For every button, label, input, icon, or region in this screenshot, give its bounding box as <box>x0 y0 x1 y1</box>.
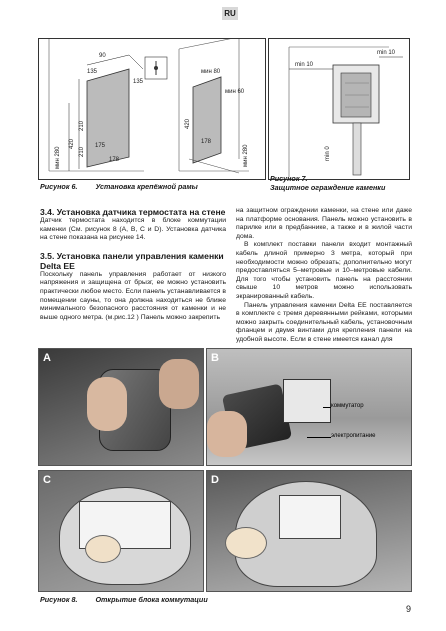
sensor <box>225 527 267 559</box>
figure-7-caption <box>270 174 410 192</box>
photo-label: B <box>211 352 219 364</box>
paragraph: на защитном ограждении каменки, на стене или даже на платформе основания. Панель можно установить в парилке или в предбаннике, а также и в жилой части дома. <box>236 207 412 240</box>
photo-a <box>38 348 204 466</box>
paragraph: Панель управления каменки Delta EE поставляется в комплекте с тремя деревянными рейками, которыми можно закрыть соединительный кабель, установочным фланцем и двумя винтами для крепления панели на удобной высоте. Если в стене имеется канал для <box>236 301 412 343</box>
dim-label: 178 <box>201 139 212 145</box>
caption-number: Рисунок 6. <box>40 182 78 191</box>
dim-label: мин 80 <box>201 69 221 75</box>
frame-diagram <box>39 39 265 179</box>
pointer-line <box>323 407 331 408</box>
section-3-4-body: Датчик термостата находится в блоке коммутации каменки (См. рисунок 8 (A, B, C и D). Установка датчика на стене показана на рисунке 14. <box>40 217 226 242</box>
photo-d <box>206 470 412 592</box>
photo-b <box>206 348 412 466</box>
caption-number: Рисунок 8. <box>40 595 78 604</box>
section-3-4-title: 3.4. Установка датчика термостата на стене <box>40 207 226 217</box>
figure-6-caption <box>40 182 198 191</box>
sensor <box>85 535 121 563</box>
pointer-line <box>307 437 331 438</box>
dim-label: 175 <box>95 143 106 149</box>
stove-guard-diagram <box>269 39 409 179</box>
hand <box>207 411 247 457</box>
figure-8-caption <box>40 595 208 604</box>
dim-label: 135 <box>133 79 144 85</box>
terminal-block <box>279 495 341 539</box>
dim-label: 210 <box>79 120 85 131</box>
terminal-block <box>283 379 331 423</box>
dim-label: 210 <box>79 146 85 157</box>
dim-label: min 10 <box>295 62 314 68</box>
section-3-5-title: 3.5. Установка панели управления каменки Delta EE <box>40 250 224 271</box>
hand <box>87 377 127 431</box>
dim-label: 135 <box>87 69 98 75</box>
paragraph: В комплект поставки панели входит монтажный кабель длиной примерно 3 метра, который при необходимости можно обрезать; дополнительно могут предоставляться 5–метровые и 10–метровые кабели. Для того чтобы установить панель на расстоянии свыше 10 метров можно использовать экранированный кабель. <box>236 241 412 300</box>
dim-label: 420 <box>185 118 191 129</box>
caption-text: Установка крепёжной рамы <box>95 182 198 191</box>
annotation-power: электропитание <box>331 433 376 439</box>
caption-text: Защитное ограждение каменки <box>270 183 386 192</box>
photo-label: A <box>43 352 51 364</box>
annotation-switch: коммутатор <box>331 403 364 409</box>
dim-label: 90 <box>99 53 106 59</box>
dim-label: min 0 <box>325 146 331 161</box>
caption-text: Открытие блока коммутации <box>95 595 208 604</box>
dim-label: 420 <box>69 138 75 149</box>
language-badge: RU <box>222 7 238 20</box>
photo-c <box>38 470 204 592</box>
dim-label: мин 280 <box>55 146 61 169</box>
dim-label: 178 <box>109 157 120 163</box>
page-number: 9 <box>406 604 412 614</box>
caption-number: Рисунок 7. <box>270 174 308 183</box>
section-3-5-body: Поскольку панель управления работает от низкого напряжения и защищена от брызг, ее можно установить практически любое место. Если панель устанавливается в помещении сауны, то она должна находиться не ближе минимального безопасного расстояния от каменки и не выше одного метра. (м.рис.12 ) Панель можно закрепить <box>40 270 226 321</box>
photo-label: C <box>43 474 51 486</box>
dim-label: мин 60 <box>225 89 245 95</box>
figure-7 <box>268 38 410 180</box>
left-column <box>40 207 226 322</box>
dim-label: мин 280 <box>243 144 249 167</box>
figure-6 <box>38 38 266 180</box>
hand <box>159 359 199 409</box>
photo-label: D <box>211 474 219 486</box>
dim-label: min 10 <box>377 50 396 56</box>
right-column <box>236 207 412 345</box>
